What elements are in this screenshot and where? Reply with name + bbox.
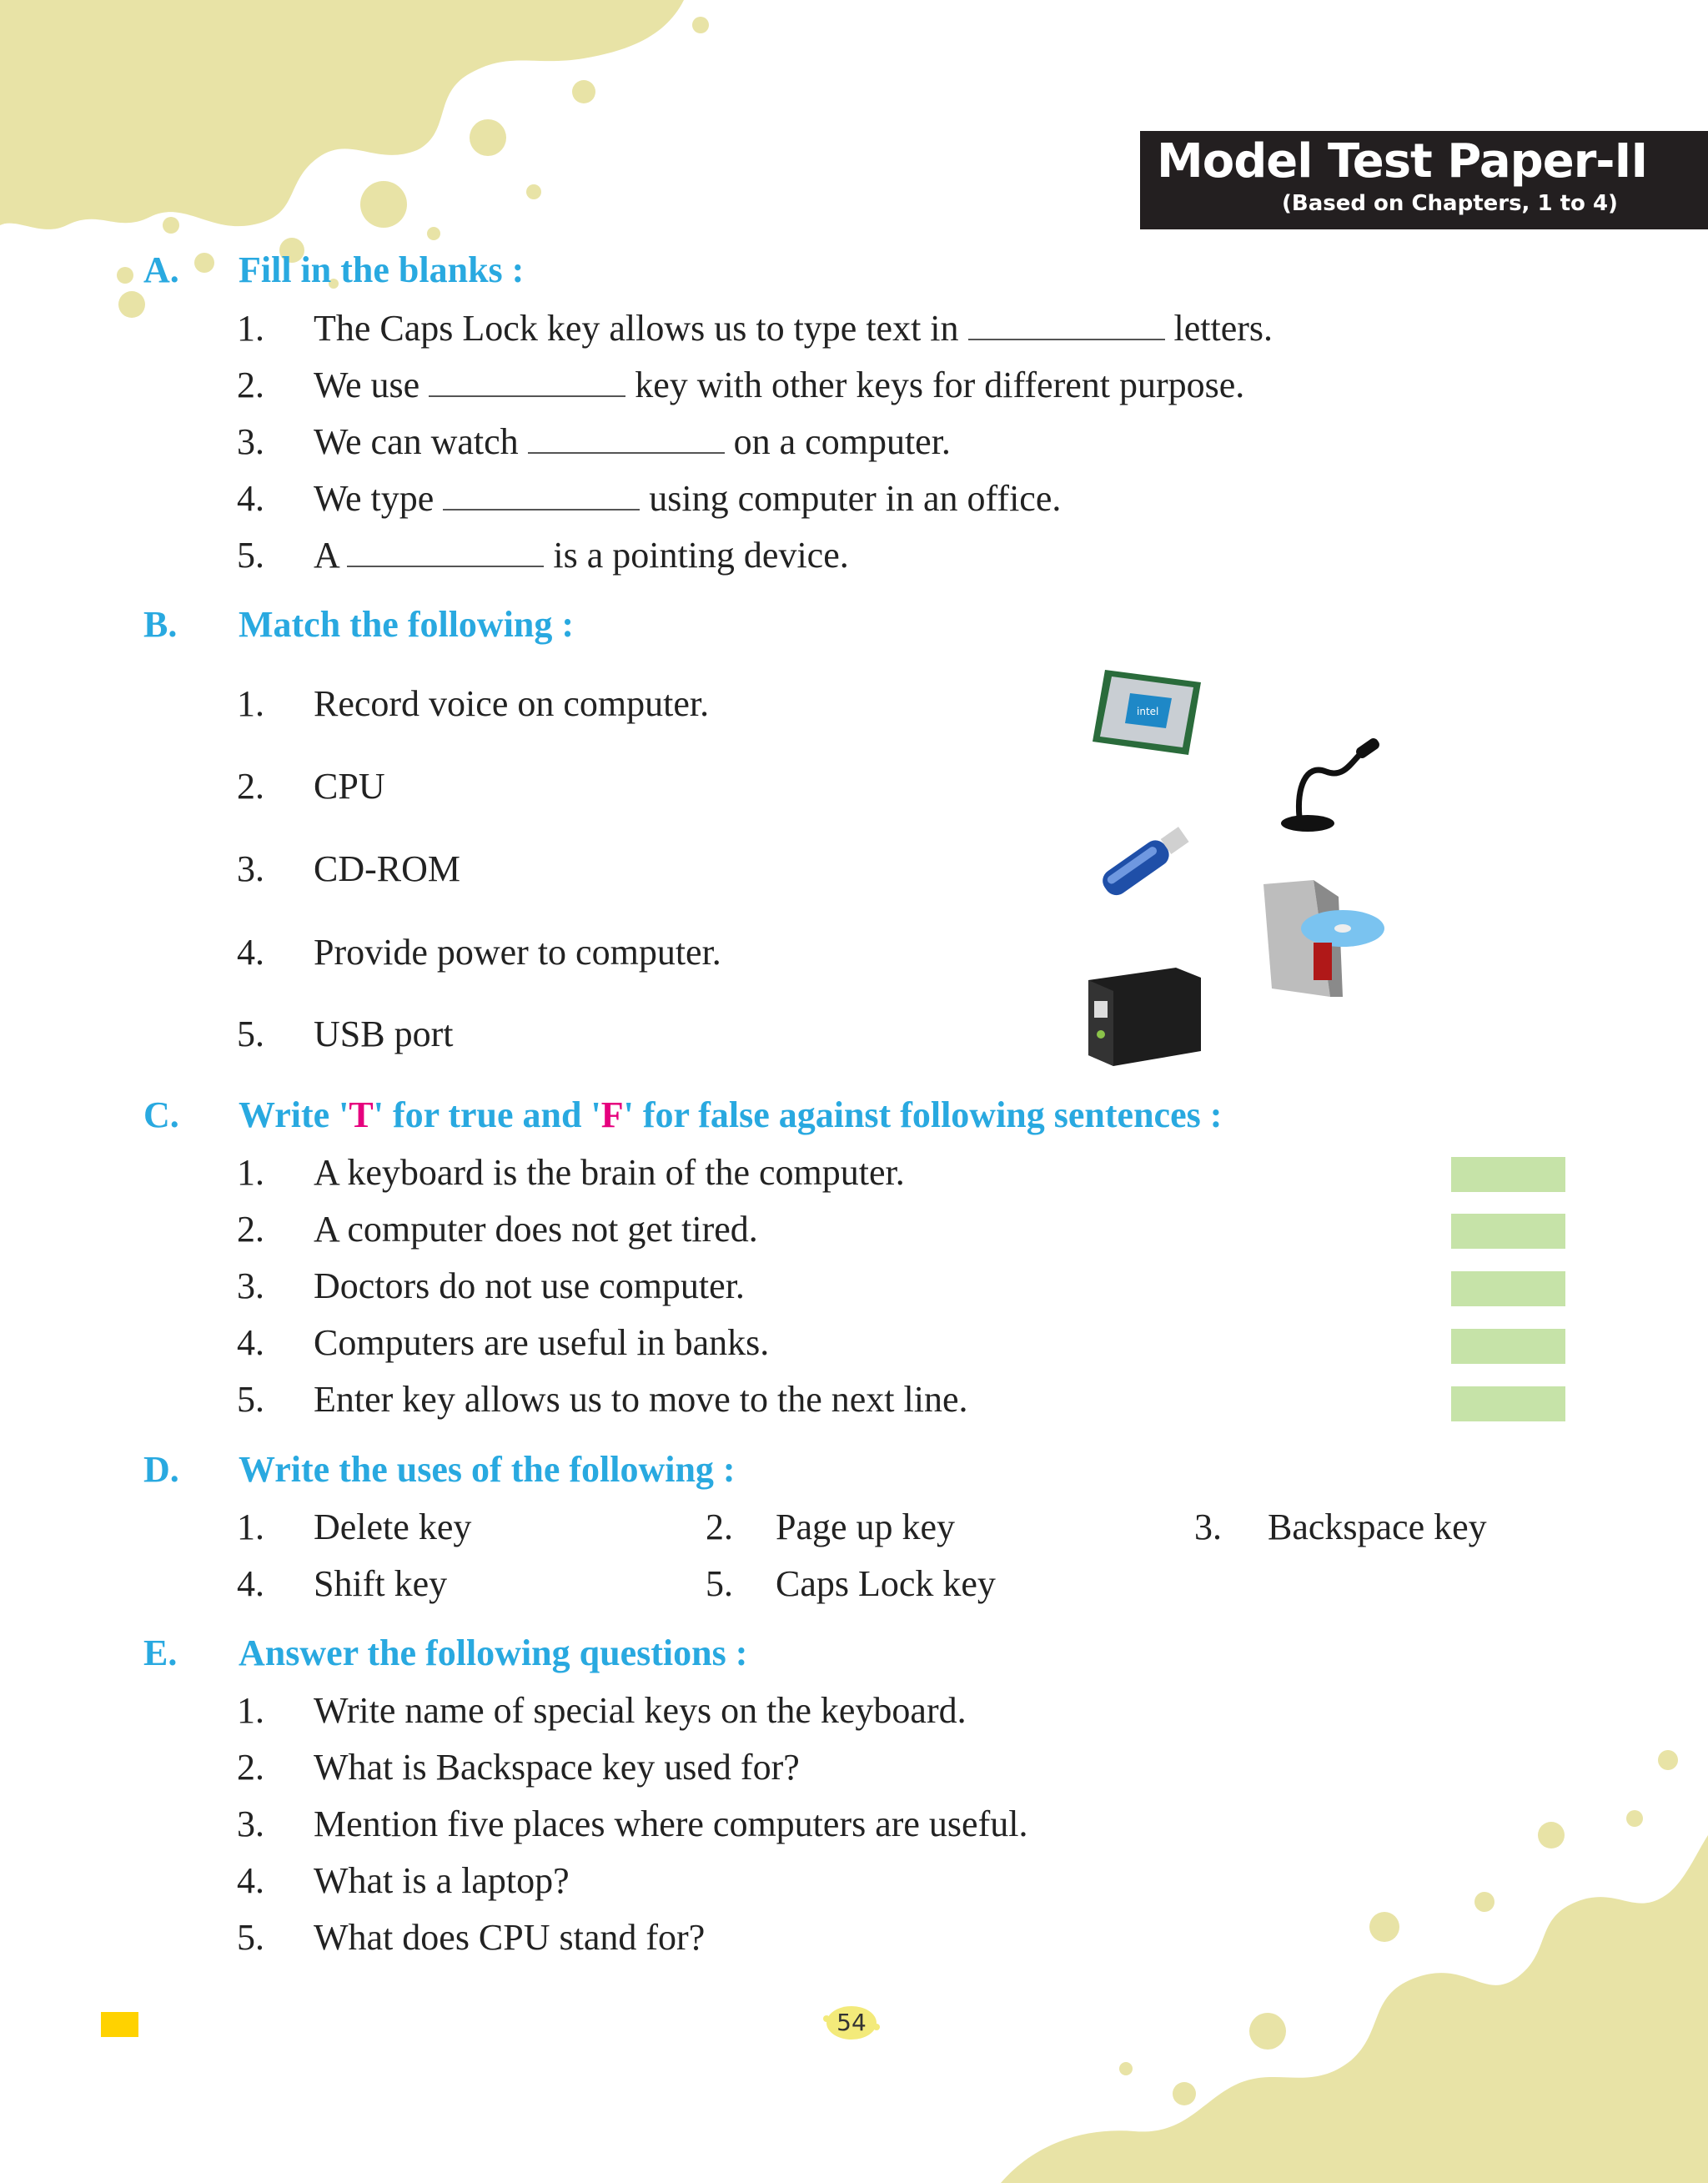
- question-text: What does CPU stand for?: [314, 1917, 706, 1958]
- item-number: 4.: [237, 1563, 264, 1604]
- key-name: Caps Lock key: [776, 1563, 996, 1604]
- section-c-heading: Write 'T' for true and 'F' for false against following sentences :: [239, 1094, 1223, 1135]
- ups-image: [1084, 968, 1205, 1066]
- item-number: 4.: [237, 478, 264, 519]
- footer-marker: [101, 2012, 138, 2037]
- question-text: Write name of special keys on the keyboard.: [314, 1690, 967, 1731]
- key-name: Page up key: [776, 1506, 956, 1547]
- item-number: 5.: [237, 535, 264, 576]
- question-text: What is Backspace key used for?: [314, 1747, 800, 1788]
- item-text-before: A: [314, 535, 339, 576]
- section-a-letter: A.: [143, 249, 179, 290]
- item-text-after: is a pointing device.: [553, 535, 849, 576]
- paper-subtitle: (Based on Chapters, 1 to 4): [1282, 191, 1618, 216]
- item-number: 2.: [237, 365, 264, 405]
- item-number: 4.: [237, 1860, 264, 1901]
- item-number: 5.: [706, 1563, 733, 1604]
- statement-text: Enter key allows us to move to the next line.: [314, 1379, 968, 1420]
- match-item-text: Record voice on computer.: [314, 683, 710, 724]
- answer-box[interactable]: [1451, 1386, 1565, 1421]
- section-c-letter: C.: [143, 1094, 179, 1135]
- item-number: 2.: [706, 1506, 733, 1547]
- item-number: 5.: [237, 1379, 264, 1420]
- item-number: 2.: [237, 1747, 264, 1788]
- item-number: 1.: [237, 308, 264, 349]
- page-number: 54: [836, 2009, 867, 2036]
- item-text-before: The Caps Lock key allows us to type text in: [314, 308, 959, 349]
- statement-text: Computers are useful in banks.: [314, 1322, 770, 1363]
- section-b-heading: Match the following :: [239, 604, 575, 645]
- match-item-text: CD-ROM: [314, 848, 461, 889]
- blank-line[interactable]: [443, 479, 640, 511]
- item-number: 4.: [237, 1322, 264, 1363]
- statement-text: A keyboard is the brain of the computer.: [314, 1152, 905, 1193]
- item-number: 3.: [1194, 1506, 1222, 1547]
- item-text-after: letters.: [1173, 308, 1273, 349]
- statement-text: A computer does not get tired.: [314, 1209, 758, 1250]
- match-item-text: CPU: [314, 766, 385, 807]
- item-number: 1.: [237, 1152, 264, 1193]
- microphone-image: [1276, 730, 1389, 838]
- item-number: 2.: [237, 766, 264, 807]
- true-letter: T: [349, 1094, 374, 1135]
- statement-text: Doctors do not use computer.: [314, 1265, 745, 1306]
- cpu-chip-image: [1088, 661, 1205, 762]
- section-d-letter: D.: [143, 1449, 179, 1490]
- section-d-heading: Write the uses of the following :: [239, 1449, 736, 1490]
- blank-line[interactable]: [429, 365, 625, 397]
- match-item-text: USB port: [314, 1014, 454, 1054]
- match-item-text: Provide power to computer.: [314, 932, 721, 973]
- item-number: 4.: [237, 932, 264, 973]
- item-number: 3.: [237, 848, 264, 889]
- item-text-before: We use: [314, 365, 420, 405]
- item-text-before: We type: [314, 478, 435, 519]
- item-text-after: key with other keys for different purpose.: [635, 365, 1245, 405]
- item-number: 2.: [237, 1209, 264, 1250]
- item-text-after: on a computer.: [733, 421, 951, 462]
- answer-box[interactable]: [1451, 1271, 1565, 1306]
- section-e-heading: Answer the following questions :: [239, 1632, 748, 1673]
- paint-splash-bottom-right: [917, 1710, 1708, 2183]
- item-text-before: We can watch: [314, 421, 519, 462]
- question-text: Mention five places where computers are useful.: [314, 1803, 1028, 1844]
- item-number: 1.: [237, 683, 264, 724]
- cd-rom-drive-image: [1263, 880, 1389, 1001]
- section-e-letter: E.: [143, 1632, 178, 1673]
- key-name: Shift key: [314, 1563, 448, 1604]
- answer-box[interactable]: [1451, 1329, 1565, 1364]
- answer-box[interactable]: [1451, 1157, 1565, 1192]
- question-text: What is a laptop?: [314, 1860, 570, 1901]
- false-letter: F: [600, 1094, 624, 1135]
- usb-drive-image: [1093, 813, 1197, 909]
- item-number: 5.: [237, 1014, 264, 1054]
- key-name: Backspace key: [1268, 1506, 1487, 1547]
- item-number: 1.: [237, 1690, 264, 1731]
- item-number: 5.: [237, 1917, 264, 1958]
- blank-line[interactable]: [347, 536, 544, 567]
- title-block: [1140, 131, 1708, 229]
- blank-line[interactable]: [528, 422, 725, 454]
- section-a-heading: Fill in the blanks :: [239, 249, 525, 290]
- item-number: 3.: [237, 1265, 264, 1306]
- item-number: 3.: [237, 421, 264, 462]
- blank-line[interactable]: [968, 309, 1165, 340]
- item-number: 3.: [237, 1803, 264, 1844]
- section-b-letter: B.: [143, 604, 178, 645]
- paper-title: Model Test Paper-II: [1157, 134, 1648, 189]
- item-text-after: using computer in an office.: [649, 478, 1062, 519]
- key-name: Delete key: [314, 1506, 472, 1547]
- svg-text:intel: intel: [1137, 706, 1159, 717]
- answer-box[interactable]: [1451, 1214, 1565, 1249]
- item-number: 1.: [237, 1506, 264, 1547]
